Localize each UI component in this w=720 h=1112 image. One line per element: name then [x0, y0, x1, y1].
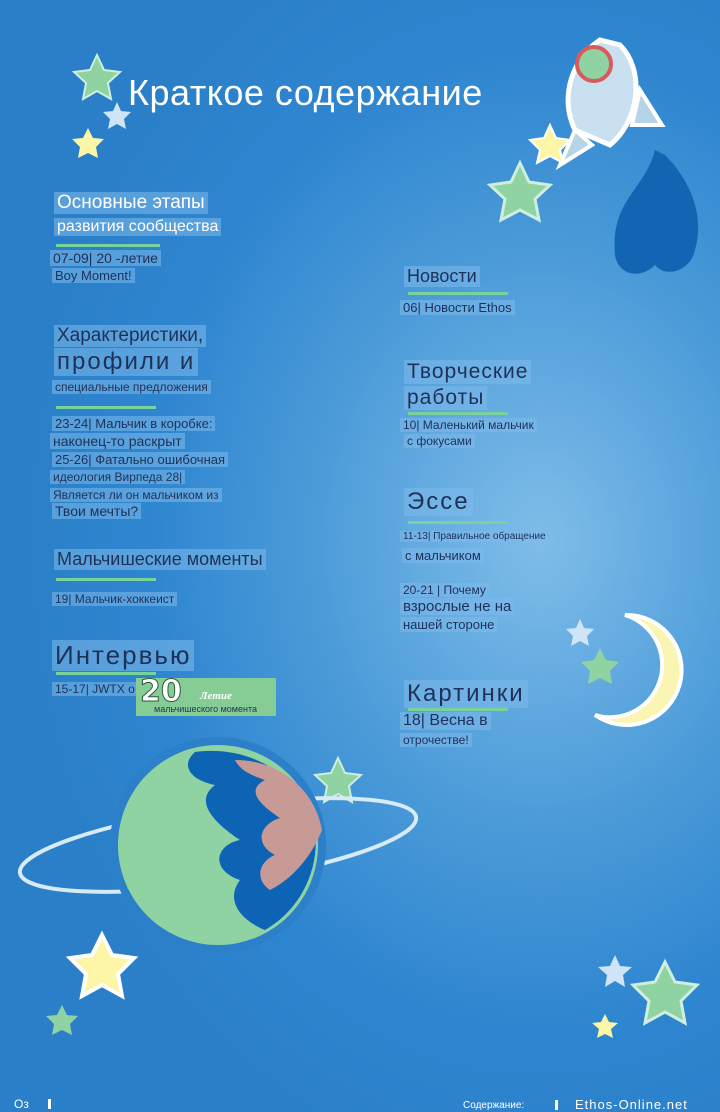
r3-title: Эссе [404, 488, 473, 516]
s2-item-2: наконец-то раскрыт [50, 433, 185, 449]
s2-title-2: профили и [54, 348, 198, 376]
s4-item: 15-17| JWTX о [52, 682, 138, 696]
r1-title: Новости [404, 266, 480, 287]
s1-rule [56, 244, 160, 247]
r3-item-4: взрослые не на [400, 598, 514, 615]
r2-item-2: с фокусами [404, 434, 475, 448]
r3-rule [408, 521, 508, 524]
r4-rule [408, 708, 508, 711]
r3-item-2: с мальчиком [402, 548, 484, 563]
s1-title-1: Основные этапы [54, 192, 208, 214]
badge-subtitle: мальчишеского момента [154, 704, 257, 714]
s1-item-1: 07-09| 20 -летие [50, 250, 161, 266]
s4-title: Интервью [52, 640, 194, 671]
r1-item: 06| Новости Ethos [400, 300, 515, 315]
page-title: Краткое содержание [128, 72, 483, 113]
s3-rule [56, 578, 156, 581]
s3-item: 19| Мальчик-хоккеист [52, 592, 177, 606]
r2-title-1: Творческие [404, 360, 531, 384]
s2-item-3: 25-26| Фатально ошибочная [52, 452, 228, 467]
s2-rule [56, 406, 156, 409]
r4-item-1: 18| Весна в [400, 712, 491, 730]
page-number: Оз [14, 1097, 29, 1111]
rocket-icon [560, 40, 698, 274]
r1-rule [408, 292, 508, 295]
r2-title-2: работы [404, 386, 487, 410]
r3-item-3: 20-21 | Почему [400, 583, 489, 597]
r4-title: Картинки [404, 680, 528, 708]
r2-rule [408, 412, 508, 415]
r3-item-1: 11-13| Правильное обращение [400, 531, 549, 542]
badge-number: 20 [140, 674, 182, 709]
r4-item-2: отрочестве! [400, 733, 472, 747]
s2-item-6: Твои мечты? [52, 503, 141, 519]
footer-divider-left [48, 1099, 51, 1109]
s1-item-2: Boy Moment! [52, 268, 135, 283]
badge-word: Летие [200, 690, 232, 702]
footer-divider-right [555, 1100, 558, 1110]
s2-item-4: идеология Вирпеда 28| [50, 470, 185, 484]
s1-title-2: развития сообщества [54, 218, 221, 236]
planet-icon [15, 737, 422, 953]
footer-site-link[interactable]: Ethos-Online.net [575, 1097, 688, 1112]
s2-title-1: Характеристики, [54, 325, 206, 347]
s3-title: Мальчишеские моменты [54, 549, 266, 570]
s2-item-5: Является ли он мальчиком из [50, 488, 222, 502]
s2-title-3: специальные предложения [52, 380, 211, 394]
s2-item-1: 23-24| Мальчик в коробке: [52, 416, 215, 431]
r3-item-5: нашей стороне [400, 617, 497, 632]
anniversary-badge [136, 674, 276, 716]
footer-label: Содержание: [463, 1100, 525, 1111]
r2-item-1: 10| Маленький мальчик [400, 418, 537, 432]
